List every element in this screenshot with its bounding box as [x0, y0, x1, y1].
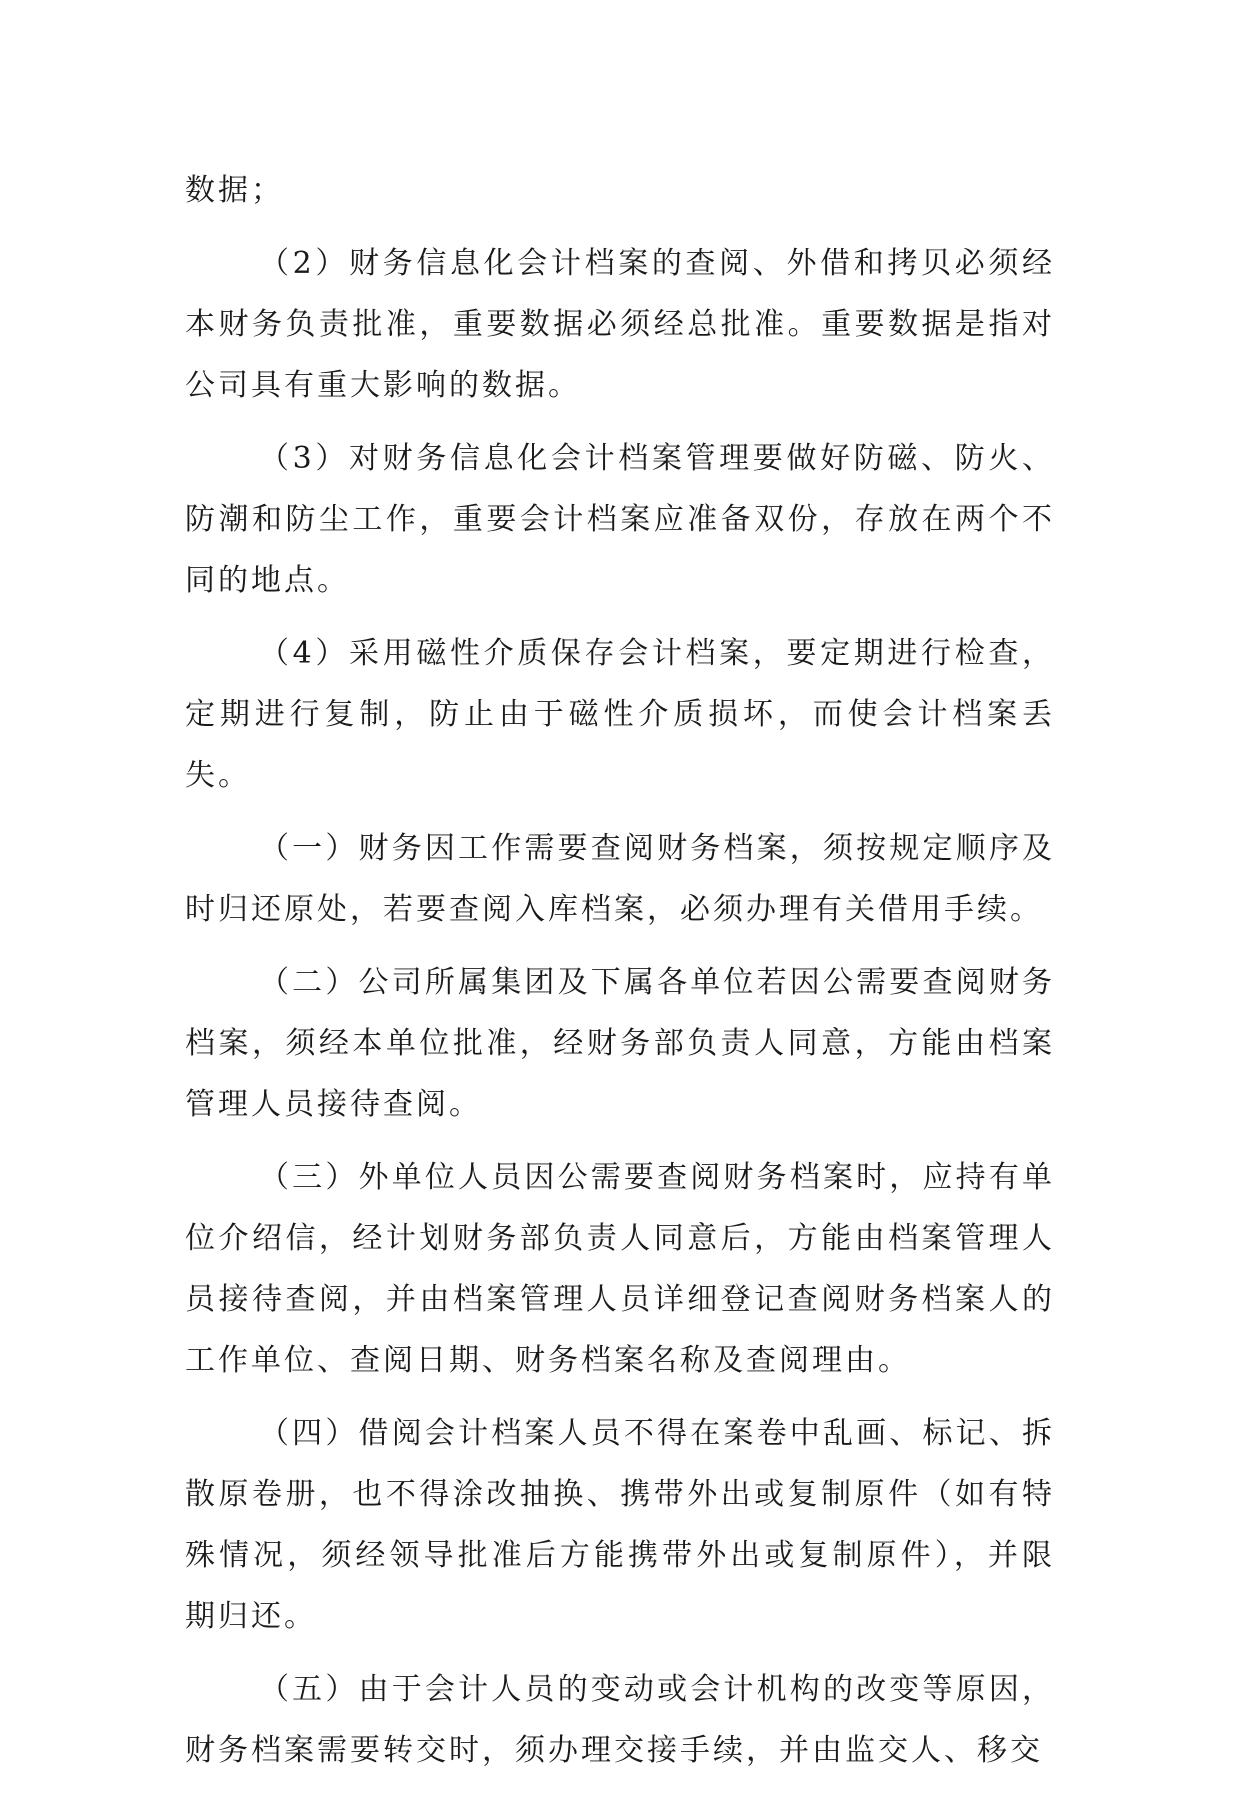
paragraph-item-four: （四）借阅会计档案人员不得在案卷中乱画、标记、拆散原卷册，也不得涂改抽换、携带外出或复制原件（如有特殊情况，须经领导批准后方能携带外出或复制原件），并限期归还。 [185, 1416, 1055, 1634]
paragraph-fragment: 数据； [185, 173, 284, 208]
paragraph-item-one: （一）财务因工作需要查阅财务档案，须按规定顺序及时归还原处，若要查阅入库档案，必须办理有关借用手续。 [185, 831, 1055, 927]
paragraph-item-2: （2）财务信息化会计档案的查阅、外借和拷贝必须经本财务负责批准，重要数据必须经总批准。重要数据是指对公司具有重大影响的数据。 [185, 246, 1055, 403]
paragraph-item-two: （二）公司所属集团及下属各单位若因公需要查阅财务档案，须经本单位批准，经财务部负责人同意，方能由档案管理人员接待查阅。 [185, 965, 1055, 1122]
document-body [185, 160, 1055, 1793]
paragraph-item-4: （4）采用磁性介质保存会计档案，要定期进行检查，定期进行复制，防止由于磁性介质损坏，而使会计档案丢失。 [185, 636, 1055, 793]
paragraph-item-three: （三）外单位人员因公需要查阅财务档案时，应持有单位介绍信，经计划财务部负责人同意后，方能由档案管理人员接待查阅，并由档案管理人员详细登记查阅财务档案人的工作单位、查阅日期、财务档案名称及查阅理由。 [185, 1160, 1055, 1378]
paragraph-item-3: （3）对财务信息化会计档案管理要做好防磁、防火、防潮和防尘工作，重要会计档案应准备双份，存放在两个不同的地点。 [185, 441, 1055, 598]
paragraph-item-five: （五）由于会计人员的变动或会计机构的改变等原因，财务档案需要转交时，须办理交接手续，并由监交人、移交 [185, 1672, 1055, 1768]
